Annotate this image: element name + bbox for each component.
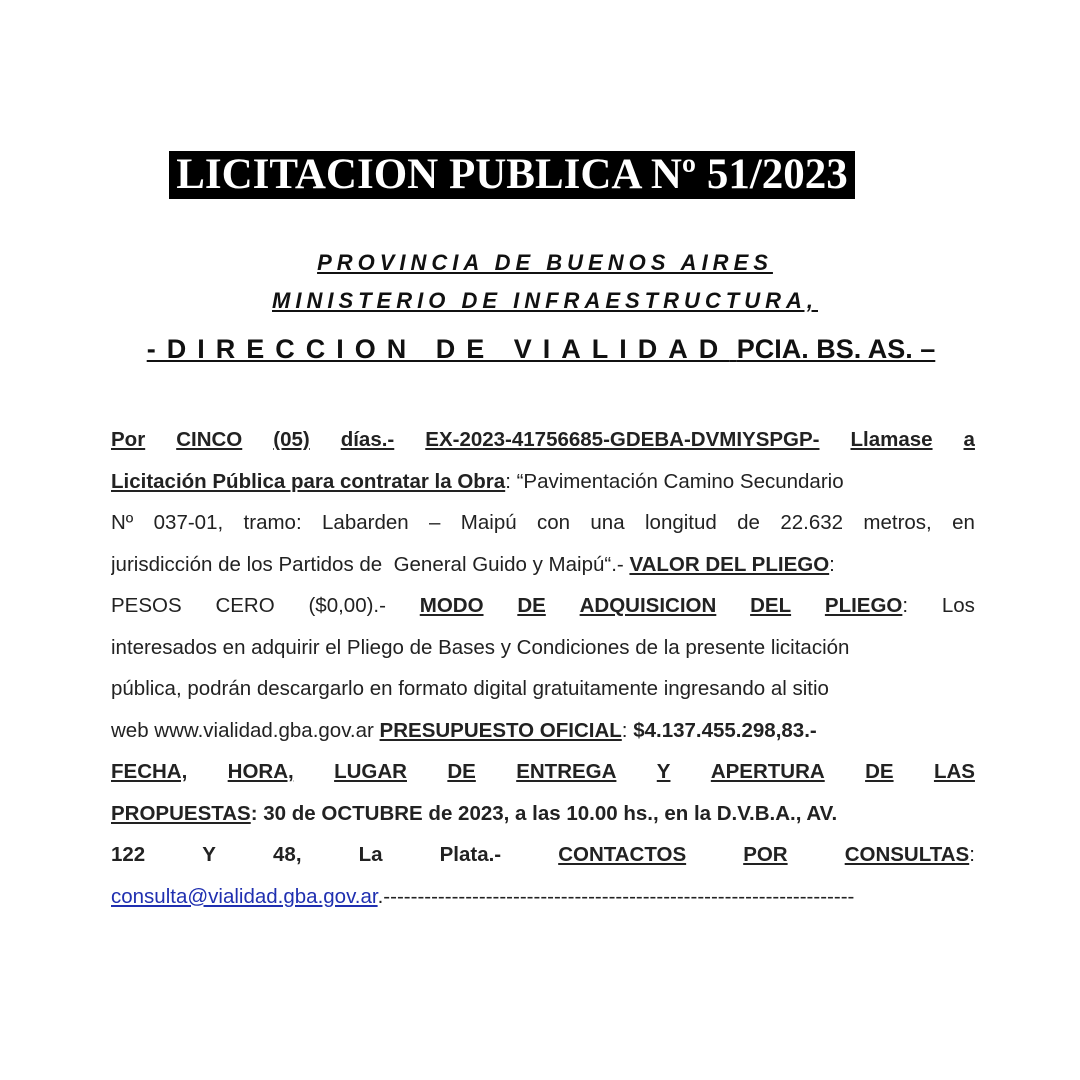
word: en xyxy=(952,511,975,534)
word: a xyxy=(963,428,975,451)
word: LUGAR xyxy=(334,760,407,783)
body-line-12 xyxy=(111,876,975,918)
word: Y xyxy=(202,843,216,866)
modo-label-word: ADQUISICION xyxy=(579,594,717,617)
body-line-10 xyxy=(111,793,975,835)
presupuesto-amount: $4.137.455.298,83.- xyxy=(627,718,817,742)
modo-label-word: DEL xyxy=(750,594,792,617)
body-line-11 xyxy=(111,834,975,876)
word: La xyxy=(358,843,383,866)
body-line-8 xyxy=(111,710,975,752)
trailing-dashes: .--------------------------------------------------------------------- xyxy=(377,884,855,908)
fecha-text: : 30 de OCTUBRE de 2023, a las 10.00 hs., en la D.V.B.A., AV. xyxy=(250,801,838,825)
word: FECHA, xyxy=(111,760,188,783)
colon: : xyxy=(902,594,909,617)
page-title: LICITACION PUBLICA Nº 51/2023 xyxy=(169,151,855,199)
word: HORA, xyxy=(227,760,294,783)
word: LAS xyxy=(933,760,975,783)
body-line-7: pública, podrán descargarlo en formato digital gratuitamente ingresando al sitio xyxy=(111,677,829,700)
word: 122 xyxy=(111,843,146,866)
colon: : xyxy=(621,718,628,742)
body-line-2 xyxy=(111,461,975,503)
direction-heading xyxy=(0,334,1080,365)
obra-text: : “Pavimentación Camino Secundario xyxy=(505,469,844,493)
word: una xyxy=(590,511,625,534)
contact-label-word: CONTACTOS xyxy=(558,843,687,866)
direction-heading-prefix: -DIRECCION DE VIALIDAD xyxy=(146,334,730,364)
word: Nº xyxy=(111,511,134,534)
body-line-3 xyxy=(111,502,975,544)
province-heading: PROVINCIA DE BUENOS AIRES xyxy=(317,250,773,275)
word: (05) xyxy=(273,428,310,451)
word: PESOS xyxy=(111,594,182,617)
pliego-value: ($0,00).- xyxy=(308,594,386,617)
ministry-heading: MINISTERIO DE INFRAESTRUCTURA, xyxy=(272,288,818,313)
word: CINCO xyxy=(176,428,243,451)
word: CERO xyxy=(215,594,275,617)
valor-pliego-label: VALOR DEL PLIEGO xyxy=(629,552,830,576)
word: Maipú xyxy=(460,511,517,534)
modo-label-word: PLIEGO xyxy=(824,594,903,617)
direction-heading-suffix: PCIA. BS. AS. – xyxy=(736,334,936,364)
body-line-4 xyxy=(111,544,975,586)
word: días.- xyxy=(340,428,395,451)
word: 22.632 xyxy=(780,511,844,534)
colon: : xyxy=(829,552,835,576)
word: Labarden xyxy=(322,511,409,534)
body-line-1 xyxy=(111,419,975,461)
web-text: web www.vialidad.gba.gov.ar xyxy=(111,718,380,742)
word: Por xyxy=(111,428,146,451)
propuestas-label: PROPUESTAS xyxy=(111,801,251,825)
contact-label-last xyxy=(845,834,975,876)
word: – xyxy=(429,511,441,534)
body-line-6: interesados en adquirir el Pliego de Bases y Condiciones de la presente licitación xyxy=(111,635,850,659)
word: longitud xyxy=(644,511,717,534)
jurisdiccion-text: jurisdicción de los Partidos de General Guido y Maipú“.- xyxy=(111,552,630,576)
colon: : xyxy=(969,843,975,866)
word: con xyxy=(536,511,571,534)
word: metros, xyxy=(863,511,932,534)
expediente-number: EX-2023-41756685-GDEBA-DVMIYSPGP- xyxy=(425,428,820,451)
body-line-9 xyxy=(111,751,975,793)
word: DE xyxy=(865,760,894,783)
word: Llamase xyxy=(850,428,933,451)
word: Plata.- xyxy=(439,843,502,866)
word: ENTREGA xyxy=(516,760,617,783)
modo-label-word: DE xyxy=(517,594,546,617)
modo-label-last xyxy=(825,585,908,627)
word: tramo: xyxy=(243,511,302,534)
word: Y xyxy=(656,760,671,783)
contact-label-word: CONSULTAS xyxy=(844,843,970,866)
word: 037-01, xyxy=(153,511,224,534)
word: DE xyxy=(447,760,476,783)
word: 48, xyxy=(273,843,302,866)
email-link[interactable]: consulta@vialidad.gba.gov.ar xyxy=(111,884,378,908)
word: APERTURA xyxy=(710,760,825,783)
body-line-5 xyxy=(111,585,975,627)
word: Los xyxy=(941,594,975,617)
obra-label: Licitación Pública para contratar la Obra xyxy=(111,469,506,493)
word: de xyxy=(737,511,760,534)
notice-body xyxy=(111,419,975,917)
modo-label-word: MODO xyxy=(419,594,484,617)
contact-label-word: POR xyxy=(743,843,788,866)
presupuesto-label: PRESUPUESTO OFICIAL xyxy=(379,718,622,742)
